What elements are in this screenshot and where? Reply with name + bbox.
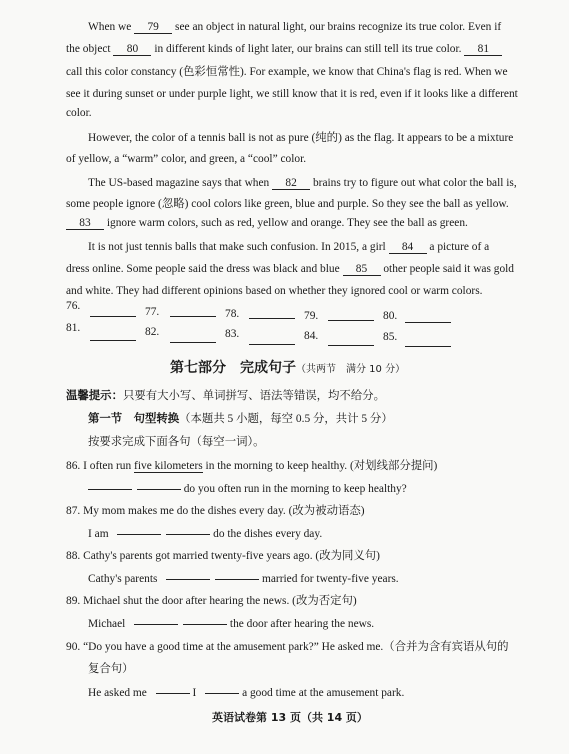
blank[interactable] [137, 488, 181, 490]
question-90: 90. “Do you have a good time at the amusement park?” He asked me.（合并为含有宾语从句的 [66, 641, 509, 653]
question-89: 89. Michael shut the door after hearing the news. (改为否定句) [66, 595, 357, 607]
answer-87: I am do the dishes every day. [88, 528, 323, 540]
answer-row: 76. [66, 300, 81, 312]
page-footer: 英语试卷第 13 页（共 14 页） [212, 711, 368, 724]
answer-line[interactable] [405, 340, 451, 352]
passage-line: color. [66, 107, 92, 119]
tip-line: 温馨提示：只要有大小写、单词拼写、语法等错误，均不给分。 [66, 390, 385, 402]
blank-82: 82 [272, 177, 310, 190]
answer-label: 80. [383, 310, 398, 322]
answer-label: 83. [225, 328, 240, 340]
question-87: 87. My mom makes me do the dishes every day. (改为被动语态) [66, 505, 365, 517]
blank-85: 85 [343, 263, 381, 276]
passage-line: see it during sunset or under purple light, we still know that it is red, even if it looks like a different [66, 88, 518, 100]
blank[interactable] [88, 488, 132, 490]
answer-label: 84. [304, 330, 319, 342]
blank[interactable] [166, 533, 210, 535]
passage-line: dress online. Some people said the dress was black and blue 85 other people said it was gold [66, 263, 515, 275]
passage-line: call this color constancy (色彩恒常性). For example, we know that China's flag is red. When we [66, 66, 508, 78]
answer-88: Cathy's parents married for twenty-five years. [88, 573, 399, 585]
blank[interactable] [205, 692, 239, 694]
blank[interactable] [134, 623, 178, 625]
blank[interactable] [156, 692, 190, 694]
passage-line: and white. They had different opinions based on whether they ignored cool or warm colors. [66, 285, 483, 297]
answer-label: 81. [66, 322, 81, 334]
answer-89: Michael the door after hearing the news. [88, 618, 375, 630]
passage-line: the object 80 in different kinds of light later, our brains can still tell its true color. 81 [66, 42, 502, 56]
part-heading: 第一节 句型转换（本题共 5 小题，每空 0.5 分，共计 5 分） [88, 413, 393, 425]
blank[interactable] [166, 578, 210, 580]
answer-line[interactable] [90, 310, 136, 322]
answer-line[interactable] [170, 310, 216, 322]
answer-label: 82. [145, 326, 160, 338]
instruction: 按要求完成下面各句（每空一词）。 [88, 436, 265, 448]
question-90-cont: 复合句） [88, 663, 134, 675]
question-86: 86. I often run five kilometers in the morning to keep healthy. (对划线部分提问) [66, 460, 438, 472]
answer-line[interactable] [405, 316, 451, 328]
blank-81: 81 [464, 43, 502, 56]
question-88: 88. Cathy's parents got married twenty-five years ago. (改为同义句) [66, 550, 380, 562]
section-title: 第七部分 完成句子（共两节 满分 10 分） [170, 360, 406, 376]
answer-label: 77. [145, 306, 160, 318]
passage-line: some people ignore (忽略) cool colors like green, blue and purple. So they see the ball as yellow. [66, 198, 509, 210]
blank-84: 84 [389, 241, 427, 254]
answer-line[interactable] [249, 312, 295, 324]
passage-line: However, the color of a tennis ball is not as pure (纯的) as the flag. It appears to be a mixture [88, 132, 514, 144]
answer-label: 78. [225, 308, 240, 320]
answer-line[interactable] [328, 314, 374, 326]
blank-80: 80 [113, 43, 151, 56]
passage-line: of yellow, a “warm” color, and green, a “cool” color. [66, 153, 307, 165]
answer-label: 85. [383, 331, 398, 343]
answer-line[interactable] [249, 338, 295, 350]
answer-line[interactable] [170, 336, 216, 348]
passage-line: When we 79 see an object in natural light, our brains recognize its true color. Even if [88, 21, 502, 33]
passage-line: It is not just tennis balls that make such confusion. In 2015, a girl 84 a picture of a [88, 241, 490, 253]
blank[interactable] [183, 623, 227, 625]
answer-line[interactable] [328, 339, 374, 351]
blank-79: 79 [134, 21, 172, 34]
passage-line: 83 ignore warm colors, such as red, yellow and orange. They see the ball as green. [66, 216, 468, 230]
answer-86: do you often run in the morning to keep healthy? [88, 482, 407, 496]
blank[interactable] [215, 578, 259, 580]
answer-label: 79. [304, 310, 319, 322]
answer-90: He asked me I a good time at the amusement park. [88, 687, 405, 699]
blank-83: 83 [66, 217, 104, 230]
blank[interactable] [117, 533, 161, 535]
passage-line: The US-based magazine says that when 82 brains try to figure out what color the ball is, [88, 177, 517, 189]
answer-line[interactable] [90, 334, 136, 346]
